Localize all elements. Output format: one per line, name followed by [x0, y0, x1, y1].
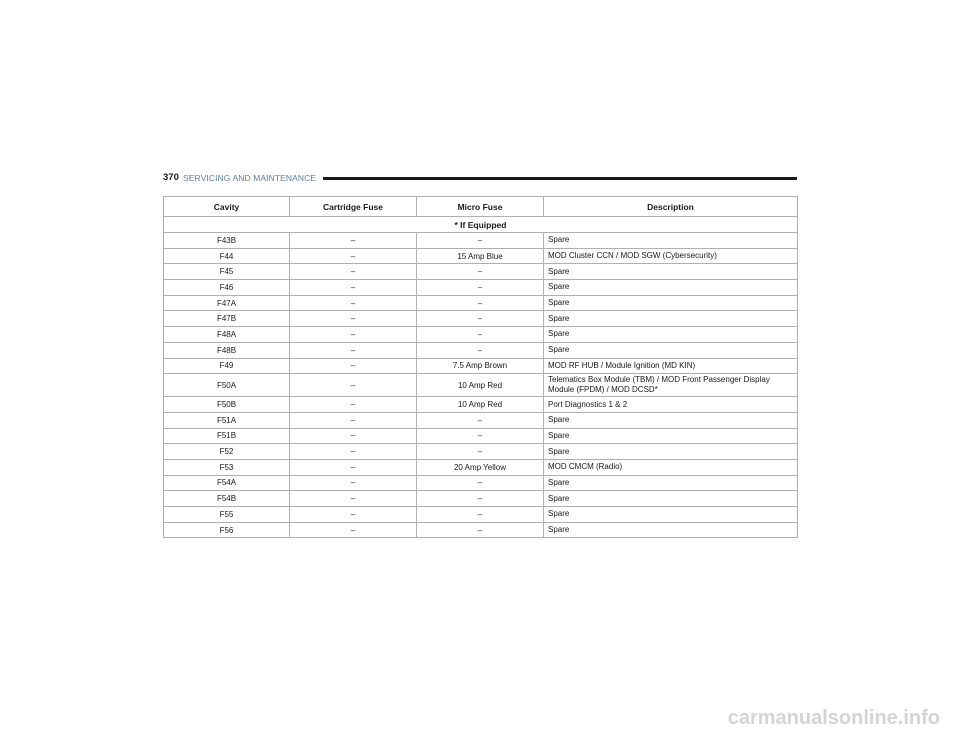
table-row	[164, 475, 798, 491]
cavity-cell: F43B	[164, 233, 290, 249]
table-row	[164, 412, 798, 428]
description-cell: Spare	[544, 475, 798, 491]
cartridge-fuse-cell: –	[290, 491, 417, 507]
watermark: carmanualsonline.info	[727, 707, 940, 729]
description-cell: Spare	[544, 280, 798, 296]
cavity-cell: F47A	[164, 295, 290, 311]
cartridge-fuse-cell: –	[290, 475, 417, 491]
cartridge-fuse-cell: –	[290, 358, 417, 374]
cavity-cell: F56	[164, 522, 290, 538]
micro-fuse-cell: 10 Amp Red	[417, 374, 544, 397]
description-cell: Spare	[544, 311, 798, 327]
description-cell: Spare	[544, 233, 798, 249]
micro-fuse-cell: –	[417, 475, 544, 491]
description-cell: MOD Cluster CCN / MOD SGW (Cybersecurity)	[544, 248, 798, 264]
micro-fuse-cell: –	[417, 522, 544, 538]
page-number: 370	[163, 172, 179, 183]
cavity-cell: F51B	[164, 428, 290, 444]
micro-fuse-cell: –	[417, 264, 544, 280]
cartridge-fuse-cell: –	[290, 397, 417, 413]
table-row	[164, 428, 798, 444]
micro-fuse-cell: –	[417, 295, 544, 311]
cartridge-fuse-cell: –	[290, 412, 417, 428]
description-cell: Spare	[544, 264, 798, 280]
table-row	[164, 522, 798, 538]
cartridge-fuse-cell: –	[290, 459, 417, 475]
cavity-cell: F54A	[164, 475, 290, 491]
cartridge-fuse-cell: –	[290, 264, 417, 280]
cartridge-fuse-cell: –	[290, 444, 417, 460]
table-row	[164, 507, 798, 523]
cavity-cell: F53	[164, 459, 290, 475]
description-cell: MOD RF HUB / Module Ignition (MD KIN)	[544, 358, 798, 374]
description-cell: Spare	[544, 327, 798, 343]
micro-fuse-cell: 15 Amp Blue	[417, 248, 544, 264]
cartridge-fuse-cell: –	[290, 342, 417, 358]
micro-fuse-cell: –	[417, 327, 544, 343]
micro-fuse-cell: –	[417, 280, 544, 296]
cavity-cell: F45	[164, 264, 290, 280]
description-cell: Spare	[544, 491, 798, 507]
section-title: SERVICING AND MAINTENANCE	[183, 173, 317, 183]
table-row	[164, 264, 798, 280]
description-cell: Spare	[544, 507, 798, 523]
description-cell: Spare	[544, 444, 798, 460]
cavity-cell: F46	[164, 280, 290, 296]
cartridge-fuse-cell: –	[290, 280, 417, 296]
micro-fuse-cell: –	[417, 233, 544, 249]
column-header-cartridge-fuse: Cartridge Fuse	[290, 197, 417, 217]
table-row	[164, 311, 798, 327]
table-row	[164, 327, 798, 343]
micro-fuse-cell: 7.5 Amp Brown	[417, 358, 544, 374]
micro-fuse-cell: –	[417, 507, 544, 523]
cartridge-fuse-cell: –	[290, 327, 417, 343]
micro-fuse-cell: –	[417, 444, 544, 460]
table-row	[164, 459, 798, 475]
cavity-cell: F49	[164, 358, 290, 374]
cartridge-fuse-cell: –	[290, 428, 417, 444]
table-row	[164, 397, 798, 413]
table-row	[164, 248, 798, 264]
table-row	[164, 342, 798, 358]
description-cell: Spare	[544, 412, 798, 428]
cavity-cell: F51A	[164, 412, 290, 428]
cavity-cell: F54B	[164, 491, 290, 507]
cartridge-fuse-cell: –	[290, 295, 417, 311]
description-cell: MOD CMCM (Radio)	[544, 459, 798, 475]
page-header	[163, 171, 797, 185]
table-row	[164, 280, 798, 296]
micro-fuse-cell: –	[417, 428, 544, 444]
table-header-row	[164, 197, 798, 217]
cavity-cell: F44	[164, 248, 290, 264]
table-row	[164, 444, 798, 460]
cavity-cell: F52	[164, 444, 290, 460]
description-cell: Spare	[544, 522, 798, 538]
description-cell: Spare	[544, 342, 798, 358]
cartridge-fuse-cell: –	[290, 374, 417, 397]
column-header-cavity: Cavity	[164, 197, 290, 217]
fuse-table	[163, 196, 798, 538]
description-cell: Spare	[544, 295, 798, 311]
table-row	[164, 491, 798, 507]
table-row	[164, 295, 798, 311]
description-cell: Telematics Box Module (TBM) / MOD Front Passenger Display Module (FPDM) / MOD DCSD*	[544, 374, 798, 397]
table-row	[164, 374, 798, 397]
header-rule	[323, 177, 797, 180]
micro-fuse-cell: 20 Amp Yellow	[417, 459, 544, 475]
cavity-cell: F50A	[164, 374, 290, 397]
table-row	[164, 233, 798, 249]
cavity-cell: F50B	[164, 397, 290, 413]
cartridge-fuse-cell: –	[290, 522, 417, 538]
micro-fuse-cell: –	[417, 311, 544, 327]
cartridge-fuse-cell: –	[290, 311, 417, 327]
cartridge-fuse-cell: –	[290, 248, 417, 264]
table-row	[164, 358, 798, 374]
micro-fuse-cell: 10 Amp Red	[417, 397, 544, 413]
cavity-cell: F55	[164, 507, 290, 523]
cavity-cell: F47B	[164, 311, 290, 327]
cartridge-fuse-cell: –	[290, 507, 417, 523]
micro-fuse-cell: –	[417, 491, 544, 507]
description-cell: Spare	[544, 428, 798, 444]
cartridge-fuse-cell: –	[290, 233, 417, 249]
cavity-cell: F48B	[164, 342, 290, 358]
if-equipped-note-row	[164, 217, 798, 233]
description-cell: Port Diagnostics 1 & 2	[544, 397, 798, 413]
micro-fuse-cell: –	[417, 412, 544, 428]
micro-fuse-cell: –	[417, 342, 544, 358]
cavity-cell: F48A	[164, 327, 290, 343]
if-equipped-note: * If Equipped	[164, 217, 798, 233]
column-header-description: Description	[544, 197, 798, 217]
column-header-micro-fuse: Micro Fuse	[417, 197, 544, 217]
